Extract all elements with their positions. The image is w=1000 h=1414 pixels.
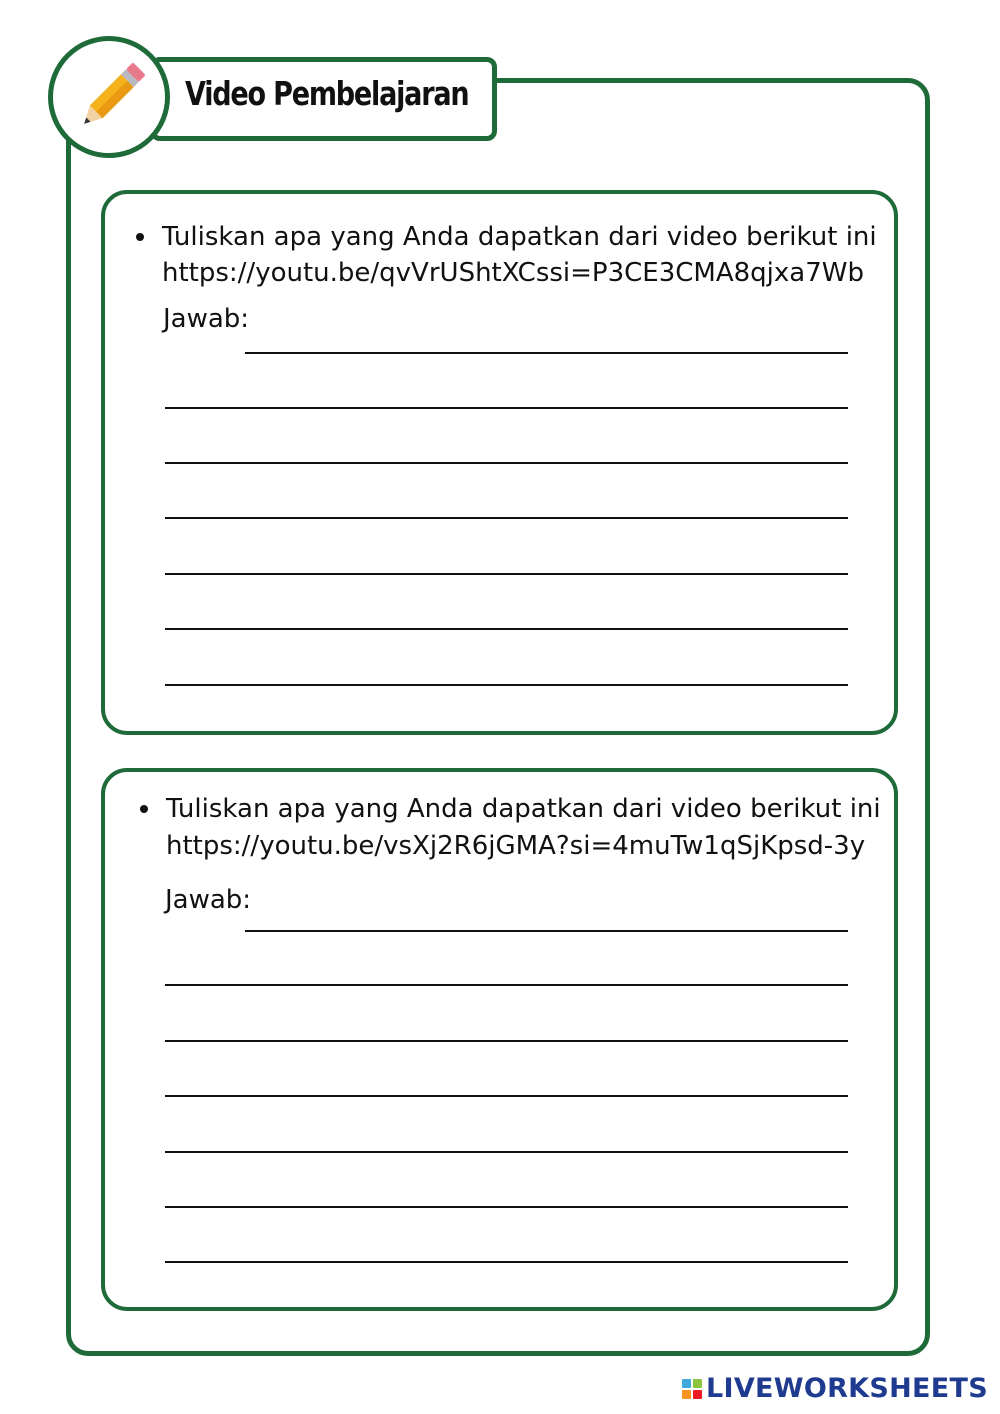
question-prompt-2: Tuliskan apa yang Anda dapatkan dari video berikut ini: [166, 794, 881, 824]
answer-line[interactable]: [165, 407, 848, 409]
answer-line[interactable]: [165, 462, 848, 464]
answer-line[interactable]: [165, 1095, 848, 1097]
brand-name: LIVEWORKSHEETS: [705, 1373, 988, 1404]
page-title: Video Pembelajaran: [185, 74, 469, 113]
answer-label-1: Jawab:: [163, 304, 250, 334]
answer-line[interactable]: [165, 684, 848, 686]
answer-line[interactable]: [165, 517, 848, 519]
bullet-1: [136, 233, 144, 241]
answer-line[interactable]: [165, 1261, 848, 1263]
answer-line[interactable]: [165, 628, 848, 630]
answer-line[interactable]: [245, 930, 848, 932]
question-prompt-1: Tuliskan apa yang Anda dapatkan dari video berikut ini: [162, 222, 877, 252]
answer-line[interactable]: [165, 1040, 848, 1042]
answer-line[interactable]: [165, 1206, 848, 1208]
liveworksheets-logo: [682, 1373, 988, 1404]
answer-line[interactable]: [165, 1151, 848, 1153]
answer-line[interactable]: [165, 573, 848, 575]
pencil-icon: [73, 59, 149, 135]
answer-line[interactable]: [245, 352, 848, 354]
icon-badge: [48, 36, 170, 158]
liveworksheets-logo-icon: [682, 1379, 702, 1399]
bullet-2: [140, 805, 148, 813]
video-link-1[interactable]: https://youtu.be/qvVrUShtXCssi=P3CE3CMA8qjxa7Wb: [162, 258, 864, 288]
answer-line[interactable]: [165, 984, 848, 986]
answer-label-2: Jawab:: [165, 885, 252, 915]
video-link-2[interactable]: https://youtu.be/vsXj2R6jGMA?si=4muTw1qSjKpsd-3y: [166, 831, 866, 861]
